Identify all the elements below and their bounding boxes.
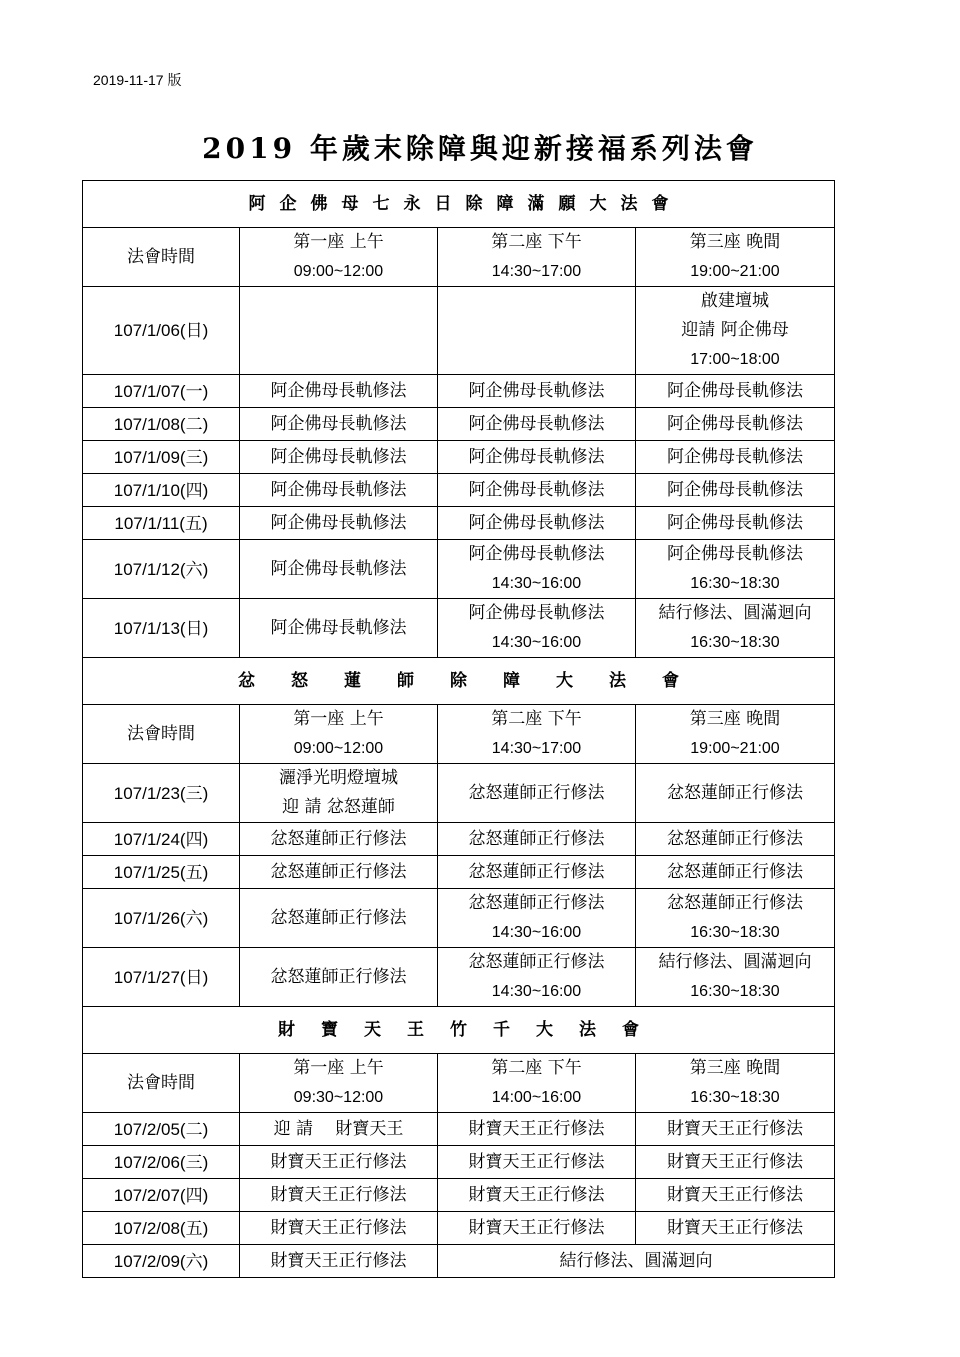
cell-line: 阿企佛母長軌修法	[468, 413, 605, 434]
schedule-row	[83, 507, 835, 540]
session-3-cell	[636, 1113, 835, 1146]
cell-line: 灑淨光明燈壇城	[279, 768, 398, 788]
schedule-row	[83, 948, 835, 1007]
schedule-row	[83, 375, 835, 408]
schedule-row	[83, 889, 835, 948]
row-date: 107/1/12(六)	[83, 540, 240, 599]
session-3-cell	[636, 507, 835, 540]
row-date: 107/1/25(五)	[83, 856, 240, 889]
session-1-cell: 忿怒蓮師正行修法	[240, 856, 438, 889]
session-name: 第二座 下午	[491, 1058, 582, 1078]
cell-line: 阿企佛母長軌修法	[468, 446, 605, 467]
cell-line: 阿企佛母長軌修法	[667, 512, 803, 533]
session-2-cell	[438, 823, 636, 856]
section-title	[83, 181, 835, 228]
session-1-cell: 阿企佛母長軌修法	[240, 507, 438, 540]
section-title-row	[83, 181, 835, 228]
session-time: 14:30~17:00	[491, 740, 582, 757]
session-3-cell	[636, 764, 835, 823]
row-date: 107/1/11(五)	[83, 507, 240, 540]
schedule-row	[83, 1179, 835, 1212]
row-date: 107/1/06(日)	[83, 287, 240, 375]
session-3-cell	[636, 1179, 835, 1212]
session-1-cell	[240, 764, 438, 823]
section-title-text: 阿企佛母七永日除障滿願大法會	[248, 193, 683, 214]
session-time: 14:00~16:00	[491, 1089, 582, 1106]
session-2-cell	[438, 1212, 636, 1245]
schedule-row	[83, 599, 835, 658]
cell-line: 迎請 阿企佛母	[681, 320, 789, 340]
session-3-cell	[636, 856, 835, 889]
session-3-cell	[636, 441, 835, 474]
session-3-cell	[636, 1212, 835, 1245]
cell-line: 阿企佛母長軌修法	[468, 512, 605, 533]
session-header-label: 法會時間	[83, 705, 240, 764]
cell-line: 財寶天王正行修法	[468, 1118, 605, 1139]
session-3-cell	[636, 408, 835, 441]
session-time: 14:30~17:00	[491, 263, 582, 280]
row-date: 107/2/07(四)	[83, 1179, 240, 1212]
cell-line: 忿怒蓮師正行修法	[468, 861, 605, 882]
session-2-cell	[438, 856, 636, 889]
session-time: 09:30~12:00	[293, 1089, 384, 1106]
cell-line: 阿企佛母長軌修法	[667, 446, 803, 467]
schedule-row	[83, 408, 835, 441]
cell-line: 迎 請 忿怒蓮師	[282, 797, 395, 817]
cell-line: 財寶天王正行修法	[468, 1184, 605, 1205]
cell-line: 忿怒蓮師正行修法	[667, 828, 803, 849]
session-header-2	[438, 228, 636, 287]
session-1-cell: 阿企佛母長軌修法	[240, 474, 438, 507]
session-3-cell	[636, 889, 835, 948]
session-time: 09:00~12:00	[293, 740, 384, 757]
session-3-cell	[636, 823, 835, 856]
session-header-1	[240, 1054, 438, 1113]
session-name: 第一座 上午	[293, 709, 384, 729]
session-2-cell	[438, 889, 636, 948]
cell-line: 阿企佛母長軌修法	[667, 413, 803, 434]
cell-line: 結行修法、圓滿迴向	[658, 603, 812, 623]
schedule-row	[83, 856, 835, 889]
session-2-cell	[438, 375, 636, 408]
session-3-cell	[636, 540, 835, 599]
schedule-row	[83, 287, 835, 375]
session-1-cell: 財寶天王正行修法	[240, 1179, 438, 1212]
session-1-cell: 財寶天王正行修法	[240, 1146, 438, 1179]
cell-line: 財寶天王正行修法	[667, 1217, 803, 1238]
session-header-2	[438, 1054, 636, 1113]
row-date: 107/1/09(三)	[83, 441, 240, 474]
session-1-cell: 忿怒蓮師正行修法	[240, 823, 438, 856]
session-3-cell	[636, 599, 835, 658]
cell-line: 忿怒蓮師正行修法	[468, 952, 605, 972]
schedule-row	[83, 1113, 835, 1146]
cell-line: 阿企佛母長軌修法	[468, 544, 605, 564]
session-2-cell	[438, 1113, 636, 1146]
cell-line: 17:00~18:00	[690, 351, 780, 368]
cell-time: 16:30~18:30	[690, 983, 780, 1000]
row-date: 107/1/24(四)	[83, 823, 240, 856]
cell-time: 14:30~16:00	[491, 575, 582, 592]
cell-line: 阿企佛母長軌修法	[468, 479, 605, 500]
row-date: 107/2/05(二)	[83, 1113, 240, 1146]
cell-time: 16:30~18:30	[690, 634, 780, 651]
session-2-cell	[438, 540, 636, 599]
cell-line: 忿怒蓮師正行修法	[667, 861, 803, 882]
cell-time: 14:30~16:00	[491, 634, 582, 651]
session-header-label: 法會時間	[83, 1054, 240, 1113]
session-header-3	[636, 228, 835, 287]
session-1-cell	[240, 287, 438, 375]
session-name: 第三座 晚間	[689, 709, 781, 729]
session-header-3	[636, 705, 835, 764]
cell-time: 14:30~16:00	[491, 983, 582, 1000]
schedule-table	[82, 180, 835, 1278]
session-1-cell: 阿企佛母長軌修法	[240, 599, 438, 658]
row-date: 107/1/10(四)	[83, 474, 240, 507]
cell-line: 財寶天王正行修法	[667, 1151, 803, 1172]
cell-line: 財寶天王正行修法	[667, 1184, 803, 1205]
cell-line: 財寶天王正行修法	[468, 1151, 605, 1172]
session-2-cell	[438, 1179, 636, 1212]
session-time: 19:00~21:00	[690, 740, 780, 757]
cell-line: 結行修法、圓滿迴向	[658, 952, 812, 972]
session-time: 19:00~21:00	[690, 263, 780, 280]
schedule-row	[83, 823, 835, 856]
section-title-text: 忿怒蓮師除障大法會	[238, 670, 715, 691]
session-1-cell: 忿怒蓮師正行修法	[240, 948, 438, 1007]
row-date: 107/1/08(二)	[83, 408, 240, 441]
session-header-row	[83, 1054, 835, 1113]
session-2-cell	[438, 441, 636, 474]
row-date: 107/2/06(三)	[83, 1146, 240, 1179]
schedule-row	[83, 764, 835, 823]
session-3-cell	[636, 375, 835, 408]
session-header-2	[438, 705, 636, 764]
row-date: 107/1/23(三)	[83, 764, 240, 823]
session-3-cell	[636, 1146, 835, 1179]
row-date: 107/1/13(日)	[83, 599, 240, 658]
version-label: 2019-11-17 版	[93, 72, 182, 88]
session-header-label: 法會時間	[83, 228, 240, 287]
schedule-row	[83, 540, 835, 599]
row-date: 107/2/08(五)	[83, 1212, 240, 1245]
schedule-row	[83, 441, 835, 474]
cell-line: 忿怒蓮師正行修法	[468, 782, 605, 803]
session-2-cell	[438, 599, 636, 658]
session-3-cell	[636, 474, 835, 507]
session-1-cell: 阿企佛母長軌修法	[240, 441, 438, 474]
session-name: 第一座 上午	[293, 232, 384, 252]
session-1-cell: 財寶天王正行修法	[240, 1245, 438, 1278]
cell-line: 阿企佛母長軌修法	[468, 603, 605, 623]
cell-line: 忿怒蓮師正行修法	[667, 782, 803, 803]
section-title	[83, 658, 835, 705]
document-title: 2019 年歲末除障與迎新接福系列法會	[202, 132, 758, 165]
cell-line: 忿怒蓮師正行修法	[667, 893, 803, 913]
session-2-cell	[438, 1146, 636, 1179]
row-date: 107/2/09(六)	[83, 1245, 240, 1278]
cell-time: 16:30~18:30	[690, 924, 780, 941]
session-header-row	[83, 228, 835, 287]
cell-line: 阿企佛母長軌修法	[667, 544, 803, 564]
cell-line: 忿怒蓮師正行修法	[468, 828, 605, 849]
schedule-row	[83, 1212, 835, 1245]
session-2-3-merged: 結行修法、圓滿迴向	[438, 1245, 835, 1278]
cell-time: 14:30~16:00	[491, 924, 582, 941]
session-1-cell: 財寶天王正行修法	[240, 1212, 438, 1245]
session-name: 第二座 下午	[491, 709, 582, 729]
session-3-cell	[636, 948, 835, 1007]
schedule-row	[83, 1245, 835, 1278]
cell-line: 阿企佛母長軌修法	[667, 380, 803, 401]
row-date: 107/1/26(六)	[83, 889, 240, 948]
session-2-cell	[438, 948, 636, 1007]
session-name: 第三座 晚間	[689, 1058, 781, 1078]
session-header-1	[240, 705, 438, 764]
session-name: 第三座 晚間	[689, 232, 781, 252]
session-header-1	[240, 228, 438, 287]
row-date: 107/1/07(一)	[83, 375, 240, 408]
session-1-cell: 阿企佛母長軌修法	[240, 540, 438, 599]
session-2-cell	[438, 474, 636, 507]
session-name: 第一座 上午	[293, 1058, 384, 1078]
session-name: 第二座 下午	[491, 232, 582, 252]
session-header-3	[636, 1054, 835, 1113]
session-1-cell: 忿怒蓮師正行修法	[240, 889, 438, 948]
cell-line: 忿怒蓮師正行修法	[468, 893, 605, 913]
schedule-row	[83, 474, 835, 507]
cell-time: 16:30~18:30	[690, 575, 780, 592]
session-2-cell	[438, 507, 636, 540]
cell-line: 啟建壇城	[701, 291, 769, 311]
session-time: 09:00~12:00	[293, 263, 384, 280]
session-header-row	[83, 705, 835, 764]
session-1-cell: 阿企佛母長軌修法	[240, 408, 438, 441]
session-1-cell: 阿企佛母長軌修法	[240, 375, 438, 408]
section-title-row	[83, 658, 835, 705]
session-2-cell	[438, 764, 636, 823]
section-title-text: 財寶天王竹千大法會	[278, 1019, 665, 1040]
row-date: 107/1/27(日)	[83, 948, 240, 1007]
session-time: 16:30~18:30	[690, 1089, 780, 1106]
cell-line: 阿企佛母長軌修法	[667, 479, 803, 500]
cell-line: 阿企佛母長軌修法	[468, 380, 605, 401]
cell-line: 財寶天王正行修法	[667, 1118, 803, 1139]
session-1-cell: 迎 請 財寶天王	[240, 1113, 438, 1146]
session-2-cell	[438, 408, 636, 441]
session-2-cell	[438, 287, 636, 375]
schedule-row	[83, 1146, 835, 1179]
cell-line: 財寶天王正行修法	[468, 1217, 605, 1238]
section-title-row	[83, 1007, 835, 1054]
session-3-cell	[636, 287, 835, 375]
section-title	[83, 1007, 835, 1054]
